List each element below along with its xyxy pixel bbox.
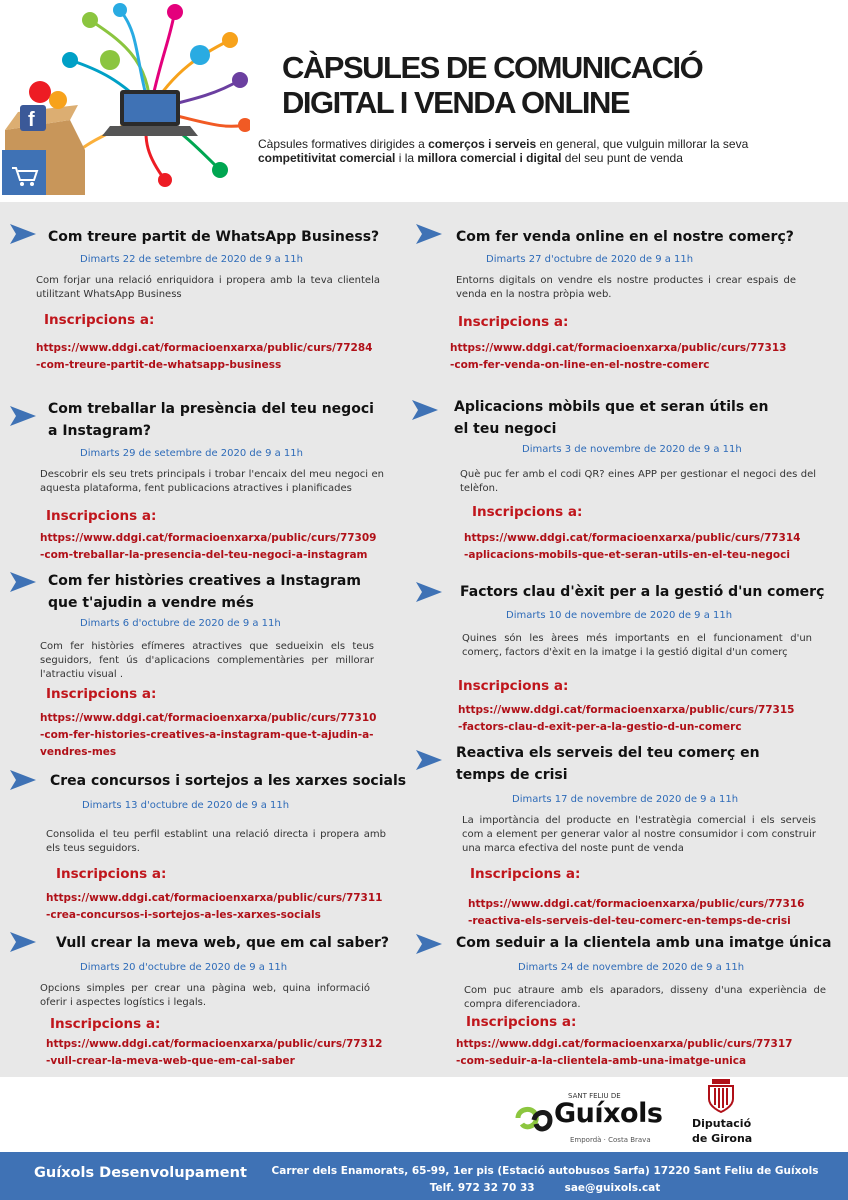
guixols-logo bbox=[512, 1092, 680, 1150]
inscription-label: Inscripcions a: bbox=[470, 866, 581, 882]
address: Carrer dels Enamorats, 65-99, 1er pis (Estació autobusos Sarfa) 17220 Sant Feliu de Guíxols bbox=[271, 1165, 819, 1177]
course-title: Com fer venda online en el nostre comerç? bbox=[456, 229, 794, 245]
inscription-label: Inscripcions a: bbox=[56, 866, 167, 882]
inscription-label: Inscripcions a: bbox=[472, 504, 583, 520]
course-description: Com puc atraure amb els aparadors, disseny d'una experiència de compra diferenciadora. bbox=[464, 985, 826, 1010]
course-link[interactable] bbox=[464, 530, 800, 564]
title-line-2: DIGITAL I VENDA ONLINE bbox=[282, 85, 630, 120]
course-date: Dimarts 10 de novembre de 2020 de 9 a 11h bbox=[506, 610, 733, 621]
email-link[interactable]: sae@guixols.cat bbox=[564, 1182, 661, 1194]
link-line[interactable]: -com-treure-partit-de-whatsapp-business bbox=[36, 359, 282, 371]
course-date: Dimarts 22 de setembre de 2020 de 9 a 11h bbox=[80, 254, 303, 265]
coat-of-arms-icon bbox=[706, 1079, 736, 1113]
link-line[interactable]: -crea-concursos-i-sortejos-a-les-xarxes-socials bbox=[46, 909, 321, 921]
arrow-icon bbox=[412, 400, 438, 420]
subtitle bbox=[258, 137, 818, 165]
link-line[interactable]: -reactiva-els-serveis-del-teu-comerc-en-temps-de-crisi bbox=[468, 915, 791, 927]
arrow-icon bbox=[416, 750, 442, 770]
footer bbox=[0, 1152, 848, 1200]
subtitle-part: en general, que vulguin millorar la seva bbox=[536, 137, 749, 151]
inscription-label: Inscripcions a: bbox=[50, 1016, 161, 1032]
course-link[interactable] bbox=[40, 710, 376, 761]
guixols-logo-sub: Empordà · Costa Brava bbox=[570, 1136, 651, 1144]
course-title: Crea concursos i sortejos a les xarxes socials bbox=[50, 773, 407, 789]
course-description: Què puc fer amb el codi QR? eines APP per gestionar el negoci des del telèfon. bbox=[460, 469, 816, 494]
inscription-label: Inscripcions a: bbox=[458, 314, 569, 330]
course-link[interactable] bbox=[458, 702, 794, 736]
link-line[interactable]: https://www.ddgi.cat/formacioenxarxa/public/curs/77311 bbox=[46, 892, 383, 904]
arrow-icon bbox=[416, 582, 442, 602]
digital-marketing-illustration bbox=[0, 0, 250, 200]
link-line[interactable]: https://www.ddgi.cat/formacioenxarxa/public/curs/77310 bbox=[40, 712, 377, 724]
arrow-icon bbox=[416, 934, 442, 954]
logos-strip bbox=[0, 1077, 848, 1152]
link-line[interactable]: https://www.ddgi.cat/formacioenxarxa/public/curs/77309 bbox=[40, 532, 377, 544]
course-date: Dimarts 24 de novembre de 2020 de 9 a 11h bbox=[518, 962, 745, 973]
course-title: Com treure partit de WhatsApp Business? bbox=[48, 229, 380, 245]
inscription-label: Inscripcions a: bbox=[458, 678, 569, 694]
arrow-icon bbox=[10, 406, 36, 426]
link-line[interactable]: https://www.ddgi.cat/formacioenxarxa/public/curs/77315 bbox=[458, 704, 795, 716]
organization-name: Guíxols Desenvolupament bbox=[34, 1165, 247, 1181]
contact-info bbox=[260, 1163, 830, 1197]
link-line[interactable]: https://www.ddgi.cat/formacioenxarxa/public/curs/77313 bbox=[450, 342, 787, 354]
subtitle-part: del seu punt de venda bbox=[561, 151, 683, 165]
guixols-wave-icon bbox=[514, 1104, 554, 1134]
arrow-icon bbox=[10, 572, 36, 592]
course-link[interactable] bbox=[40, 530, 376, 564]
course-link[interactable] bbox=[46, 890, 382, 924]
course-title: Factors clau d'èxit per a la gestió d'un comerç bbox=[460, 584, 825, 600]
diputacio-name-1: Diputació bbox=[692, 1117, 752, 1130]
inscription-label: Inscripcions a: bbox=[44, 312, 155, 328]
arrow-icon bbox=[416, 224, 442, 244]
link-line[interactable]: -com-treballar-la-presencia-del-teu-negoci-a-instagram bbox=[40, 549, 368, 561]
course-title: Vull crear la meva web, que em cal saber? bbox=[56, 935, 390, 951]
phone-email bbox=[260, 1180, 830, 1197]
inscription-label: Inscripcions a: bbox=[466, 1014, 577, 1030]
course-description: Opcions simples per crear una pàgina web, quina informació oferir i aspectes logístics i legals. bbox=[40, 983, 370, 1008]
subtitle-bold: competitivitat comercial bbox=[258, 151, 396, 165]
link-line[interactable]: -aplicacions-mobils-que-et-seran-utils-en-el-teu-negoci bbox=[464, 549, 790, 561]
link-line[interactable]: https://www.ddgi.cat/formacioenxarxa/public/curs/77316 bbox=[468, 898, 805, 910]
course-title: Aplicacions mòbils que et seran útils en el teu negoci bbox=[454, 399, 769, 437]
link-line[interactable]: https://www.ddgi.cat/formacioenxarxa/public/curs/77312 bbox=[46, 1038, 383, 1050]
course-title: Com seduir a la clientela amb una imatge única bbox=[456, 935, 832, 951]
course-link[interactable] bbox=[36, 340, 372, 374]
title-line-1: CÀPSULES DE COMUNICACIÓ bbox=[282, 50, 703, 85]
subtitle-part: Càpsules formatives dirigides a bbox=[258, 137, 429, 151]
course-title: Com fer històries creatives a Instagram que t'ajudin a vendre més bbox=[48, 573, 361, 611]
course-description: Com forjar una relació enriquidora i propera amb la teva clientela utilitzant WhatsApp Business bbox=[36, 275, 380, 300]
phone: Telf. 972 32 70 33 bbox=[429, 1182, 535, 1194]
course-date: Dimarts 6 d'octubre de 2020 de 9 a 11h bbox=[80, 618, 281, 629]
page-title bbox=[282, 50, 822, 120]
link-line[interactable]: -factors-clau-d-exit-per-a-la-gestio-d-un-comerc bbox=[458, 721, 742, 733]
link-line[interactable]: https://www.ddgi.cat/formacioenxarxa/public/curs/77284 bbox=[36, 342, 373, 354]
inscription-label: Inscripcions a: bbox=[46, 508, 157, 524]
course-date: Dimarts 3 de novembre de 2020 de 9 a 11h bbox=[522, 444, 742, 455]
course-description: Quines són les àrees més importants en el funcionament d'un comerç, factors d'èxit en la imatge i la gestió digital d'un comerç bbox=[462, 633, 812, 658]
inscription-label: Inscripcions a: bbox=[46, 686, 157, 702]
guixols-logo-name: Guíxols bbox=[554, 1098, 663, 1129]
course-date: Dimarts 20 d'octubre de 2020 de 9 a 11h bbox=[80, 962, 288, 973]
course-description: Consolida el teu perfil establint una relació directa i propera amb els teus seguidors. bbox=[46, 829, 386, 854]
arrow-icon bbox=[10, 224, 36, 244]
course-date: Dimarts 29 de setembre de 2020 de 9 a 11h bbox=[80, 448, 303, 459]
arrow-icon bbox=[10, 932, 36, 952]
link-line[interactable]: https://www.ddgi.cat/formacioenxarxa/public/curs/77317 bbox=[456, 1038, 793, 1050]
course-link[interactable] bbox=[468, 896, 804, 930]
course-description: Descobrir els seu trets principals i trobar l'encaix del meu negoci en aquesta plataforma, fent publicacions atractives i planificades bbox=[40, 469, 384, 494]
course-description: Entorns digitals on vendre els nostre productes i crear espais de venda en la nostra pròpia web. bbox=[456, 275, 796, 300]
course-date: Dimarts 13 d'octubre de 2020 de 9 a 11h bbox=[82, 800, 290, 811]
diputacio-name-2: de Girona bbox=[692, 1132, 753, 1145]
guixols-logo-top: SANT FELIU DE bbox=[568, 1092, 621, 1100]
course-title: Reactiva els serveis del teu comerç en temps de crisi bbox=[456, 745, 760, 783]
course-description: La importància del producte en l'estratègia comercial i els serveis com a element per generar valor al nostre consumidor i com construir una marca efectiva del noste punt de venda bbox=[462, 815, 816, 854]
course-link[interactable] bbox=[450, 340, 786, 374]
course-description: Com fer històries efímeres atractives que sedueixin els teus seguidors, fent ús d'aplicacions complementàries per millorar l'atractiu visual . bbox=[40, 641, 374, 680]
course-link[interactable] bbox=[456, 1036, 792, 1070]
header bbox=[0, 0, 848, 200]
course-link[interactable] bbox=[46, 1036, 382, 1070]
course-title: Com treballar la presència del teu negoci a Instagram? bbox=[48, 401, 374, 439]
link-line[interactable]: -vull-crear-la-meva-web-que-em-cal-saber bbox=[46, 1055, 295, 1067]
svg-text:f: f bbox=[28, 109, 35, 131]
subtitle-part: i la bbox=[395, 151, 418, 165]
link-line[interactable]: https://www.ddgi.cat/formacioenxarxa/public/curs/77314 bbox=[464, 532, 801, 544]
link-line[interactable]: -com-fer-venda-on-line-en-el-nostre-comerc bbox=[450, 359, 710, 371]
link-line[interactable]: -com-seduir-a-la-clientela-amb-una-imatge-unica bbox=[456, 1055, 747, 1067]
diputacio-logo bbox=[682, 1077, 762, 1152]
subtitle-bold: comerços i serveis bbox=[428, 137, 537, 151]
subtitle-bold: millora comercial i digital bbox=[417, 151, 562, 165]
link-line[interactable]: vendres-mes bbox=[40, 746, 117, 758]
course-date: Dimarts 27 d'octubre de 2020 de 9 a 11h bbox=[486, 254, 694, 265]
arrow-icon bbox=[10, 770, 36, 790]
link-line[interactable]: -com-fer-histories-creatives-a-instagram-que-t-ajudin-a- bbox=[40, 729, 374, 741]
course-date: Dimarts 17 de novembre de 2020 de 9 a 11h bbox=[512, 794, 739, 805]
